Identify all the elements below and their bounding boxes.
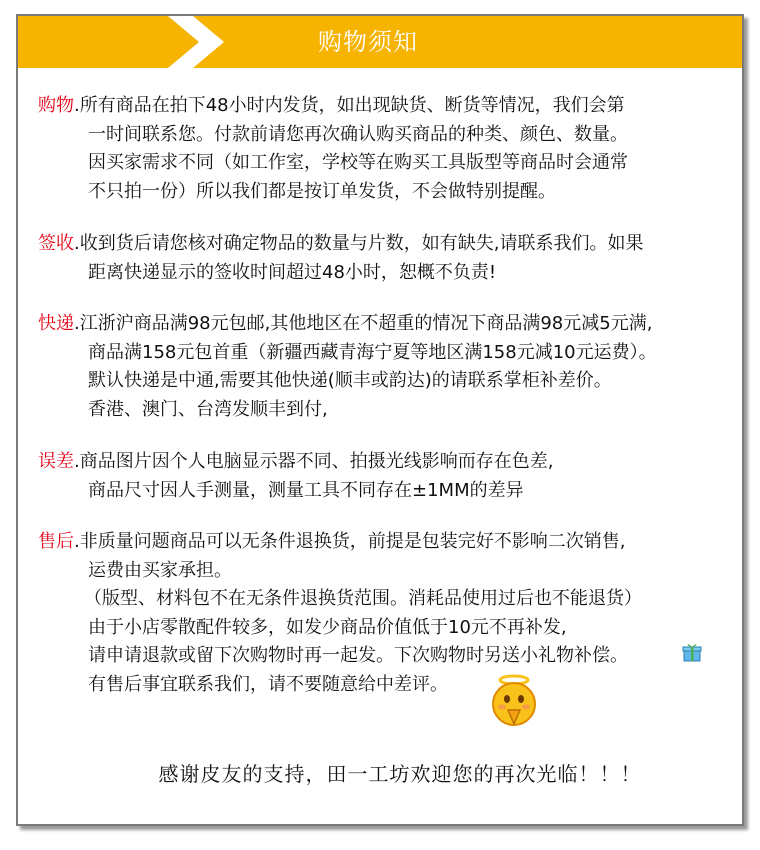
section-label: 快递	[38, 313, 74, 334]
section-line: 默认快递是中通,需要其他快递(顺丰或韵达)的请联系掌柜补差价。	[88, 370, 612, 391]
footer-thanks: 感谢皮友的支持，田一工坊欢迎您的再次光临！！！	[158, 762, 642, 786]
section-line: 香港、澳门、台湾发顺丰到付,	[88, 398, 328, 420]
section-after-sales	[38, 528, 642, 699]
section-line: 距离快递显示的签收时间超过48小时，恕概不负责!	[88, 261, 497, 283]
section-line: .非质量问题商品可以无条件退换货，前提是包装完好不影响二次销售,	[74, 531, 626, 552]
section-label: 售后	[38, 531, 74, 552]
section-line: 商品尺寸因人手测量，测量工具不同存在±1MM的差异	[88, 479, 524, 501]
section-line: 一时间联系您。付款前请您再次确认购买商品的种类、颜色、数量。	[88, 123, 628, 145]
angel-smiley-icon	[486, 672, 542, 728]
gift-icon	[682, 642, 702, 662]
section-line: 请申请退款或留下次购物时再一起发。下次购物时另送小礼物补偿。	[88, 645, 628, 666]
section-line: .所有商品在拍下48小时内发货，如出现缺货、断货等情况，我们会第	[74, 95, 625, 116]
section-receipt	[38, 230, 643, 287]
section-label: 误差	[38, 451, 74, 472]
section-line: 运费由买家承担。	[88, 559, 232, 581]
section-line: .收到货后请您核对确定物品的数量与片数，如有缺失,请联系我们。如果	[74, 233, 644, 254]
section-line: 有售后事宜联系我们，请不要随意给中差评。	[88, 673, 448, 695]
chevron-arrow-icon	[18, 16, 230, 68]
section-label: 购物	[38, 95, 74, 116]
section-deviation	[38, 448, 553, 505]
header-bar	[18, 16, 742, 68]
section-delivery	[38, 310, 657, 424]
section-line: 商品满158元包首重（新疆西藏青海宁夏等地区满158元减10元运费）。	[88, 341, 657, 363]
section-line: 不只拍一份）所以我们都是按订单发货，不会做特别提醒。	[88, 180, 556, 202]
section-label: 签收	[38, 233, 74, 254]
section-line: （版型、材料包不在无条件退换货范围。消耗品使用过后也不能退货）	[84, 588, 642, 609]
section-line: 因买家需求不同（如工作室，学校等在购买工具版型等商品时会通常	[88, 152, 628, 173]
notice-card	[16, 14, 744, 826]
section-line: .江浙沪商品满98元包邮,其他地区在不超重的情况下商品满98元减5元满,	[74, 313, 653, 334]
section-line: 由于小店零散配件较多，如发少商品价值低于10元不再补发,	[88, 616, 567, 638]
page-title: 购物须知	[318, 28, 418, 56]
section-line: .商品图片因个人电脑显示器不同、拍摄光线影响而存在色差,	[74, 451, 554, 472]
section-shopping	[38, 92, 628, 206]
